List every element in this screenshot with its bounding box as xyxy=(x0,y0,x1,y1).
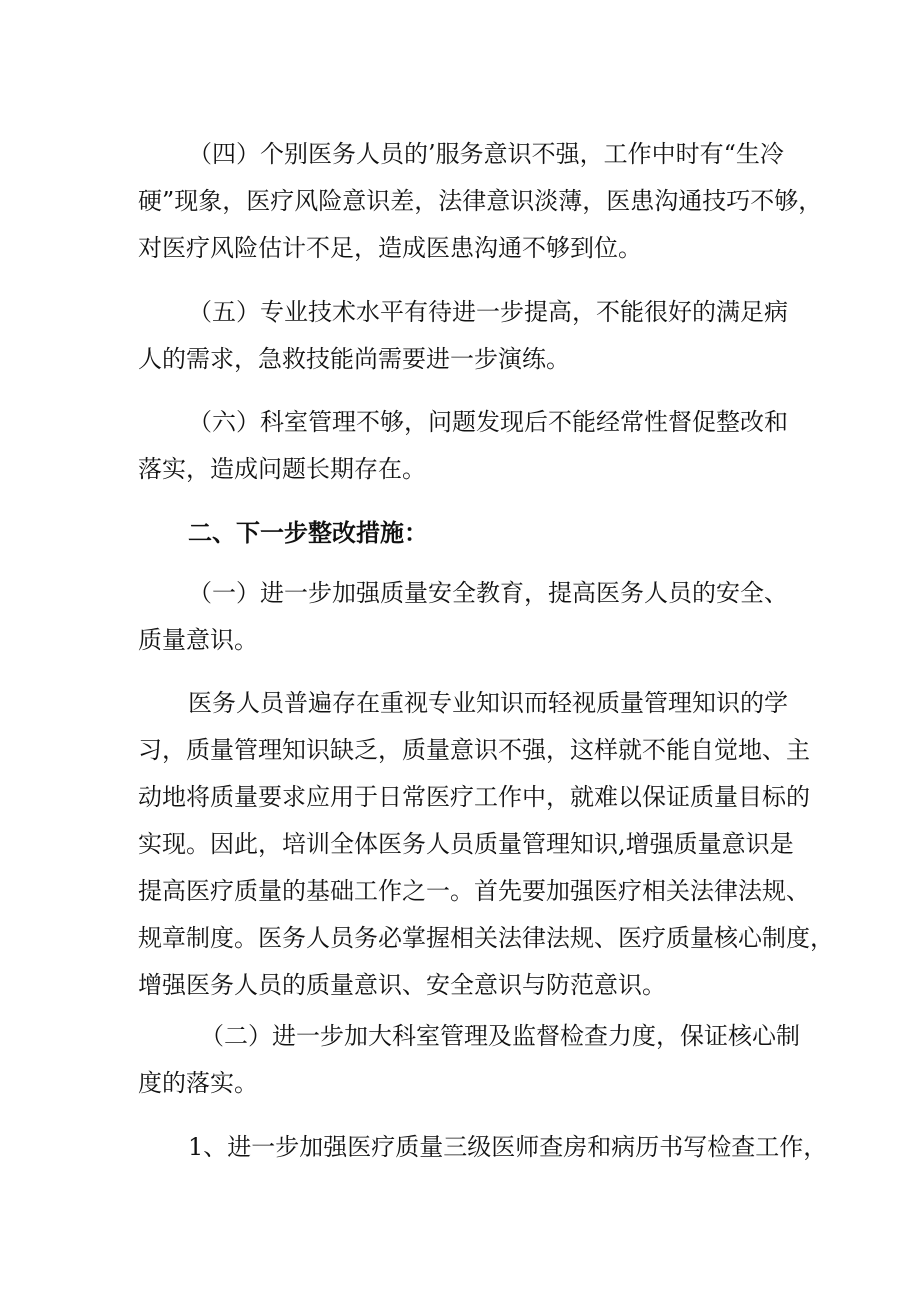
paragraph-6-line-1: （六）科室管理不够，问题发现后不能经常性督促整改和 xyxy=(188,408,788,436)
paragraph-6-line-2: 落实，造成问题长期存在。 xyxy=(138,455,426,483)
body-paragraph-line-7: 增强医务人员的质量意识、安全意识与防范意识。 xyxy=(138,971,666,999)
body-paragraph-line-2: 习，质量管理知识缺乏，质量意识不强，这样就不能自觉地、主 xyxy=(138,736,810,764)
measure-2-line-1: （二）进一步加大科室管理及监督检查力度，保证核心制 xyxy=(200,1022,800,1050)
body-paragraph-line-1: 医务人员普遍存在重视专业知识而轻视质量管理知识的学 xyxy=(188,689,788,717)
measure-1-line-1: （一）进一步加强质量安全教育，提高医务人员的安全、 xyxy=(188,579,788,607)
body-paragraph-line-5: 提高医疗质量的基础工作之一。首先要加强医疗相关法律法规、 xyxy=(138,877,810,905)
section-heading-next-steps: 二、下一步整改措施： xyxy=(188,518,428,547)
paragraph-5-line-1: （五）专业技术水平有待进一步提高，不能很好的满足病 xyxy=(188,298,788,326)
paragraph-4-line-2: 硬”现象，医疗风险意识差，法律意识淡薄，医患沟通技巧不够， xyxy=(138,187,823,215)
item-1-line-1: 1、进一步加强医疗质量三级医师查房和病历书写检查工作， xyxy=(188,1133,828,1161)
paragraph-4-line-1: （四）个别医务人员的’服务意识不强，工作中时有“生冷 xyxy=(188,140,784,168)
paragraph-4-line-3: 对医疗风险估计不足，造成医患沟通不够到位。 xyxy=(138,234,642,262)
body-paragraph-line-6: 规章制度。医务人员务必掌握相关法律法规、医疗质量核心制度， xyxy=(138,924,834,952)
measure-1-line-2: 质量意识。 xyxy=(138,626,258,654)
paragraph-5-line-2: 人的需求，急救技能尚需要进一步演练。 xyxy=(138,345,570,373)
measure-2-line-2: 度的落实。 xyxy=(138,1069,258,1097)
body-paragraph-line-4: 实现。因此，培训全体医务人员质量管理知识,增强质量意识是 xyxy=(138,830,794,858)
body-paragraph-line-3: 动地将质量要求应用于日常医疗工作中，就难以保证质量目标的 xyxy=(138,783,810,811)
